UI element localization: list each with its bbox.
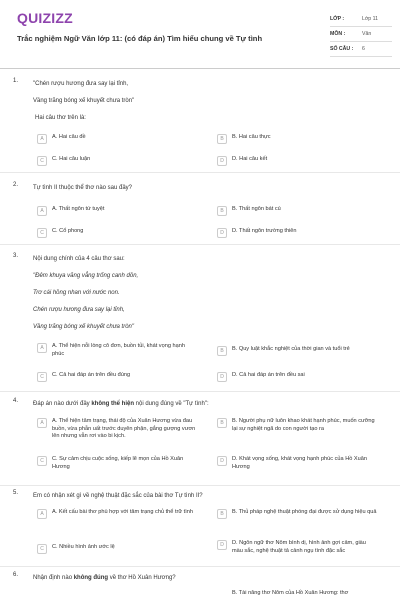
- question-text: [33, 398, 363, 415]
- option-text: D. Thất ngôn trường thiên: [232, 228, 297, 234]
- quizizz-logo: QUIZIZZ: [17, 10, 73, 26]
- question-text: [33, 572, 363, 589]
- option-d[interactable]: [217, 156, 377, 166]
- question-text-part: Nhận định nào: [33, 575, 74, 581]
- option-a[interactable]: [37, 134, 197, 144]
- option-d[interactable]: [217, 456, 377, 471]
- option-letter-box: D: [217, 540, 227, 550]
- option-d[interactable]: [217, 540, 377, 555]
- option-c[interactable]: [37, 372, 197, 382]
- option-text: B. Hai câu thực: [232, 134, 271, 140]
- question-number: 4.: [13, 398, 19, 404]
- option-letter-box: C: [37, 156, 47, 166]
- option-b[interactable]: [217, 590, 377, 600]
- question-divider: [0, 172, 400, 173]
- option-text: D. Khát vọng sống, khát vọng hạnh phúc của Hồ Xuân Hương: [232, 456, 367, 470]
- question-divider: [0, 485, 400, 486]
- option-text: A. Hai câu đề: [52, 134, 86, 140]
- question-line: Nội dung chính của 4 câu thơ sau:: [33, 256, 125, 262]
- option-letter-box: A: [37, 418, 47, 428]
- question-line: Hai câu thơ trên là:: [35, 115, 86, 121]
- poem-line: Trơ cái hồng nhan với nước non.: [33, 290, 120, 296]
- option-text: D. Cả hai đáp án trên đều sai: [232, 372, 305, 378]
- question-text-part: nội dung đúng về "Tự tình":: [134, 401, 209, 407]
- meta-key: LỚP :: [330, 16, 345, 22]
- option-a[interactable]: [37, 343, 197, 358]
- option-letter-box: A: [37, 343, 47, 353]
- question-number: 6.: [13, 572, 19, 578]
- meta-key: MÔN :: [330, 31, 346, 37]
- option-text: C. Cổ phong: [52, 228, 84, 234]
- option-letter-box: B: [217, 206, 227, 216]
- option-text: B. Tài năng thơ Nôm của Hồ Xuân Hương: thơ: [232, 590, 349, 596]
- option-c[interactable]: [37, 156, 197, 166]
- option-text: C. Hai câu luận: [52, 156, 91, 162]
- option-d[interactable]: [217, 228, 377, 238]
- option-letter-box: B: [217, 346, 227, 356]
- option-b[interactable]: [217, 346, 377, 356]
- poem-line: Vầng trăng bóng xế khuyết chưa tròn": [33, 324, 134, 330]
- meta-value: 6: [362, 46, 365, 52]
- option-text: A. Kết cấu bài thơ phù hợp với tâm trạng chủ thể trữ tình: [52, 509, 193, 515]
- option-c[interactable]: [37, 228, 197, 238]
- meta-row-count: [330, 42, 392, 57]
- option-text: B. Người phụ nữ luôn khao khát hạnh phúc, muốn cưỡng lại sự nghiệt ngã do con người tạo ra: [232, 418, 375, 432]
- question-number: 1.: [13, 78, 19, 84]
- question-divider: [0, 244, 400, 245]
- meta-value: Lớp 11: [362, 16, 378, 22]
- option-a[interactable]: [37, 206, 197, 216]
- option-letter-box: D: [217, 156, 227, 166]
- question-line: Tự tình II thuộc thể thơ nào sau đây?: [33, 185, 133, 191]
- poem-line: "Đêm khuya văng vẳng trống canh dồn,: [33, 273, 139, 279]
- option-letter-box: D: [217, 456, 227, 466]
- option-text: D. Hai câu kết: [232, 156, 268, 162]
- meta-key: SỐ CÂU :: [330, 46, 354, 52]
- poem-line: Chén rượu hương đưa say lại tỉnh,: [33, 307, 125, 313]
- question-line: "Chén rượu hương đưa say lại tỉnh,: [33, 81, 129, 87]
- question-number: 3.: [13, 253, 19, 259]
- page-title: Trắc nghiệm Ngữ Văn lớp 11: (có đáp án) Tìm hiểu chung về Tự tình: [17, 34, 263, 43]
- question-line: Em có nhận xét gì về nghệ thuật đặc sắc của bài thơ Tự tình II?: [33, 493, 203, 499]
- option-letter-box: A: [37, 134, 47, 144]
- option-b[interactable]: [217, 206, 377, 216]
- option-letter-box: C: [37, 456, 47, 466]
- option-a[interactable]: [37, 418, 197, 441]
- option-text: B. Thủ pháp nghệ thuật phóng đại được sử dụng hiệu quả: [232, 509, 377, 515]
- option-text: C. Nhiều hình ảnh ước lệ: [52, 544, 115, 550]
- question-text: [33, 253, 363, 338]
- option-c[interactable]: [37, 544, 197, 554]
- option-text: A. Thể hiện tâm trạng, thái độ của Xuân Hương vừa đau buồn, vừa phẫn uất trước duyên phận, gắng gượng vươn lên nhưng vẫn rơi vào bi kịch.: [52, 418, 196, 439]
- option-text: C. Cả hai đáp án trên đều đúng: [52, 372, 131, 378]
- option-letter-box: B: [217, 418, 227, 428]
- option-b[interactable]: [217, 134, 377, 144]
- question-text: [33, 490, 363, 507]
- question-emphasis: không đúng: [73, 575, 109, 581]
- header-divider: [0, 68, 400, 69]
- question-text: [33, 78, 363, 129]
- option-letter-box: A: [37, 206, 47, 216]
- option-text: B. Quy luật khắc nghiệt của thời gian và tuổi trẻ: [232, 346, 350, 352]
- option-letter-box: D: [217, 372, 227, 382]
- option-c[interactable]: [37, 456, 197, 471]
- quiz-meta-table: [330, 12, 392, 57]
- option-b[interactable]: [217, 418, 377, 433]
- option-text: B. Thất ngôn bát cú: [232, 206, 281, 212]
- question-text: [33, 182, 363, 199]
- question-text-part: Đáp án nào dưới đây: [33, 401, 92, 407]
- question-divider: [0, 566, 400, 567]
- question-emphasis: không thể hiện: [91, 401, 134, 407]
- question-number: 2.: [13, 182, 19, 188]
- option-letter-box: C: [37, 372, 47, 382]
- question-divider: [0, 391, 400, 392]
- option-letter-box: B: [217, 134, 227, 144]
- option-d[interactable]: [217, 372, 377, 382]
- document-header: [0, 0, 400, 66]
- option-a[interactable]: [37, 509, 197, 519]
- question-text-part: về thơ Hồ Xuân Hương?: [108, 575, 176, 581]
- option-letter-box: A: [37, 509, 47, 519]
- meta-value: Văn: [362, 31, 372, 37]
- option-letter-box: B: [217, 509, 227, 519]
- option-b[interactable]: [217, 509, 377, 519]
- meta-row-subject: [330, 27, 392, 42]
- question-number: 5.: [13, 490, 19, 496]
- option-text: C. Sự cảm chịu cuộc sống, kiếp lẽ mọn của Hồ Xuân Hương: [52, 456, 184, 470]
- option-letter-box: C: [37, 228, 47, 238]
- option-text: A. Thất ngôn tứ tuyệt: [52, 206, 105, 212]
- question-line: Vầng trăng bóng xế khuyết chưa tròn": [33, 98, 135, 104]
- meta-row-class: [330, 12, 392, 27]
- option-text: A. Thể hiện nỗi lòng cô đơn, buồn tủi, khát vọng hạnh phúc: [52, 343, 185, 357]
- option-letter-box: C: [37, 544, 47, 554]
- option-text: D. Ngôn ngữ thơ Nôm bình dị, hình ảnh gợi cảm, giàu màu sắc, nghệ thuật tả cảnh ngụ tình đặc sắc: [232, 540, 366, 554]
- option-letter-box: D: [217, 228, 227, 238]
